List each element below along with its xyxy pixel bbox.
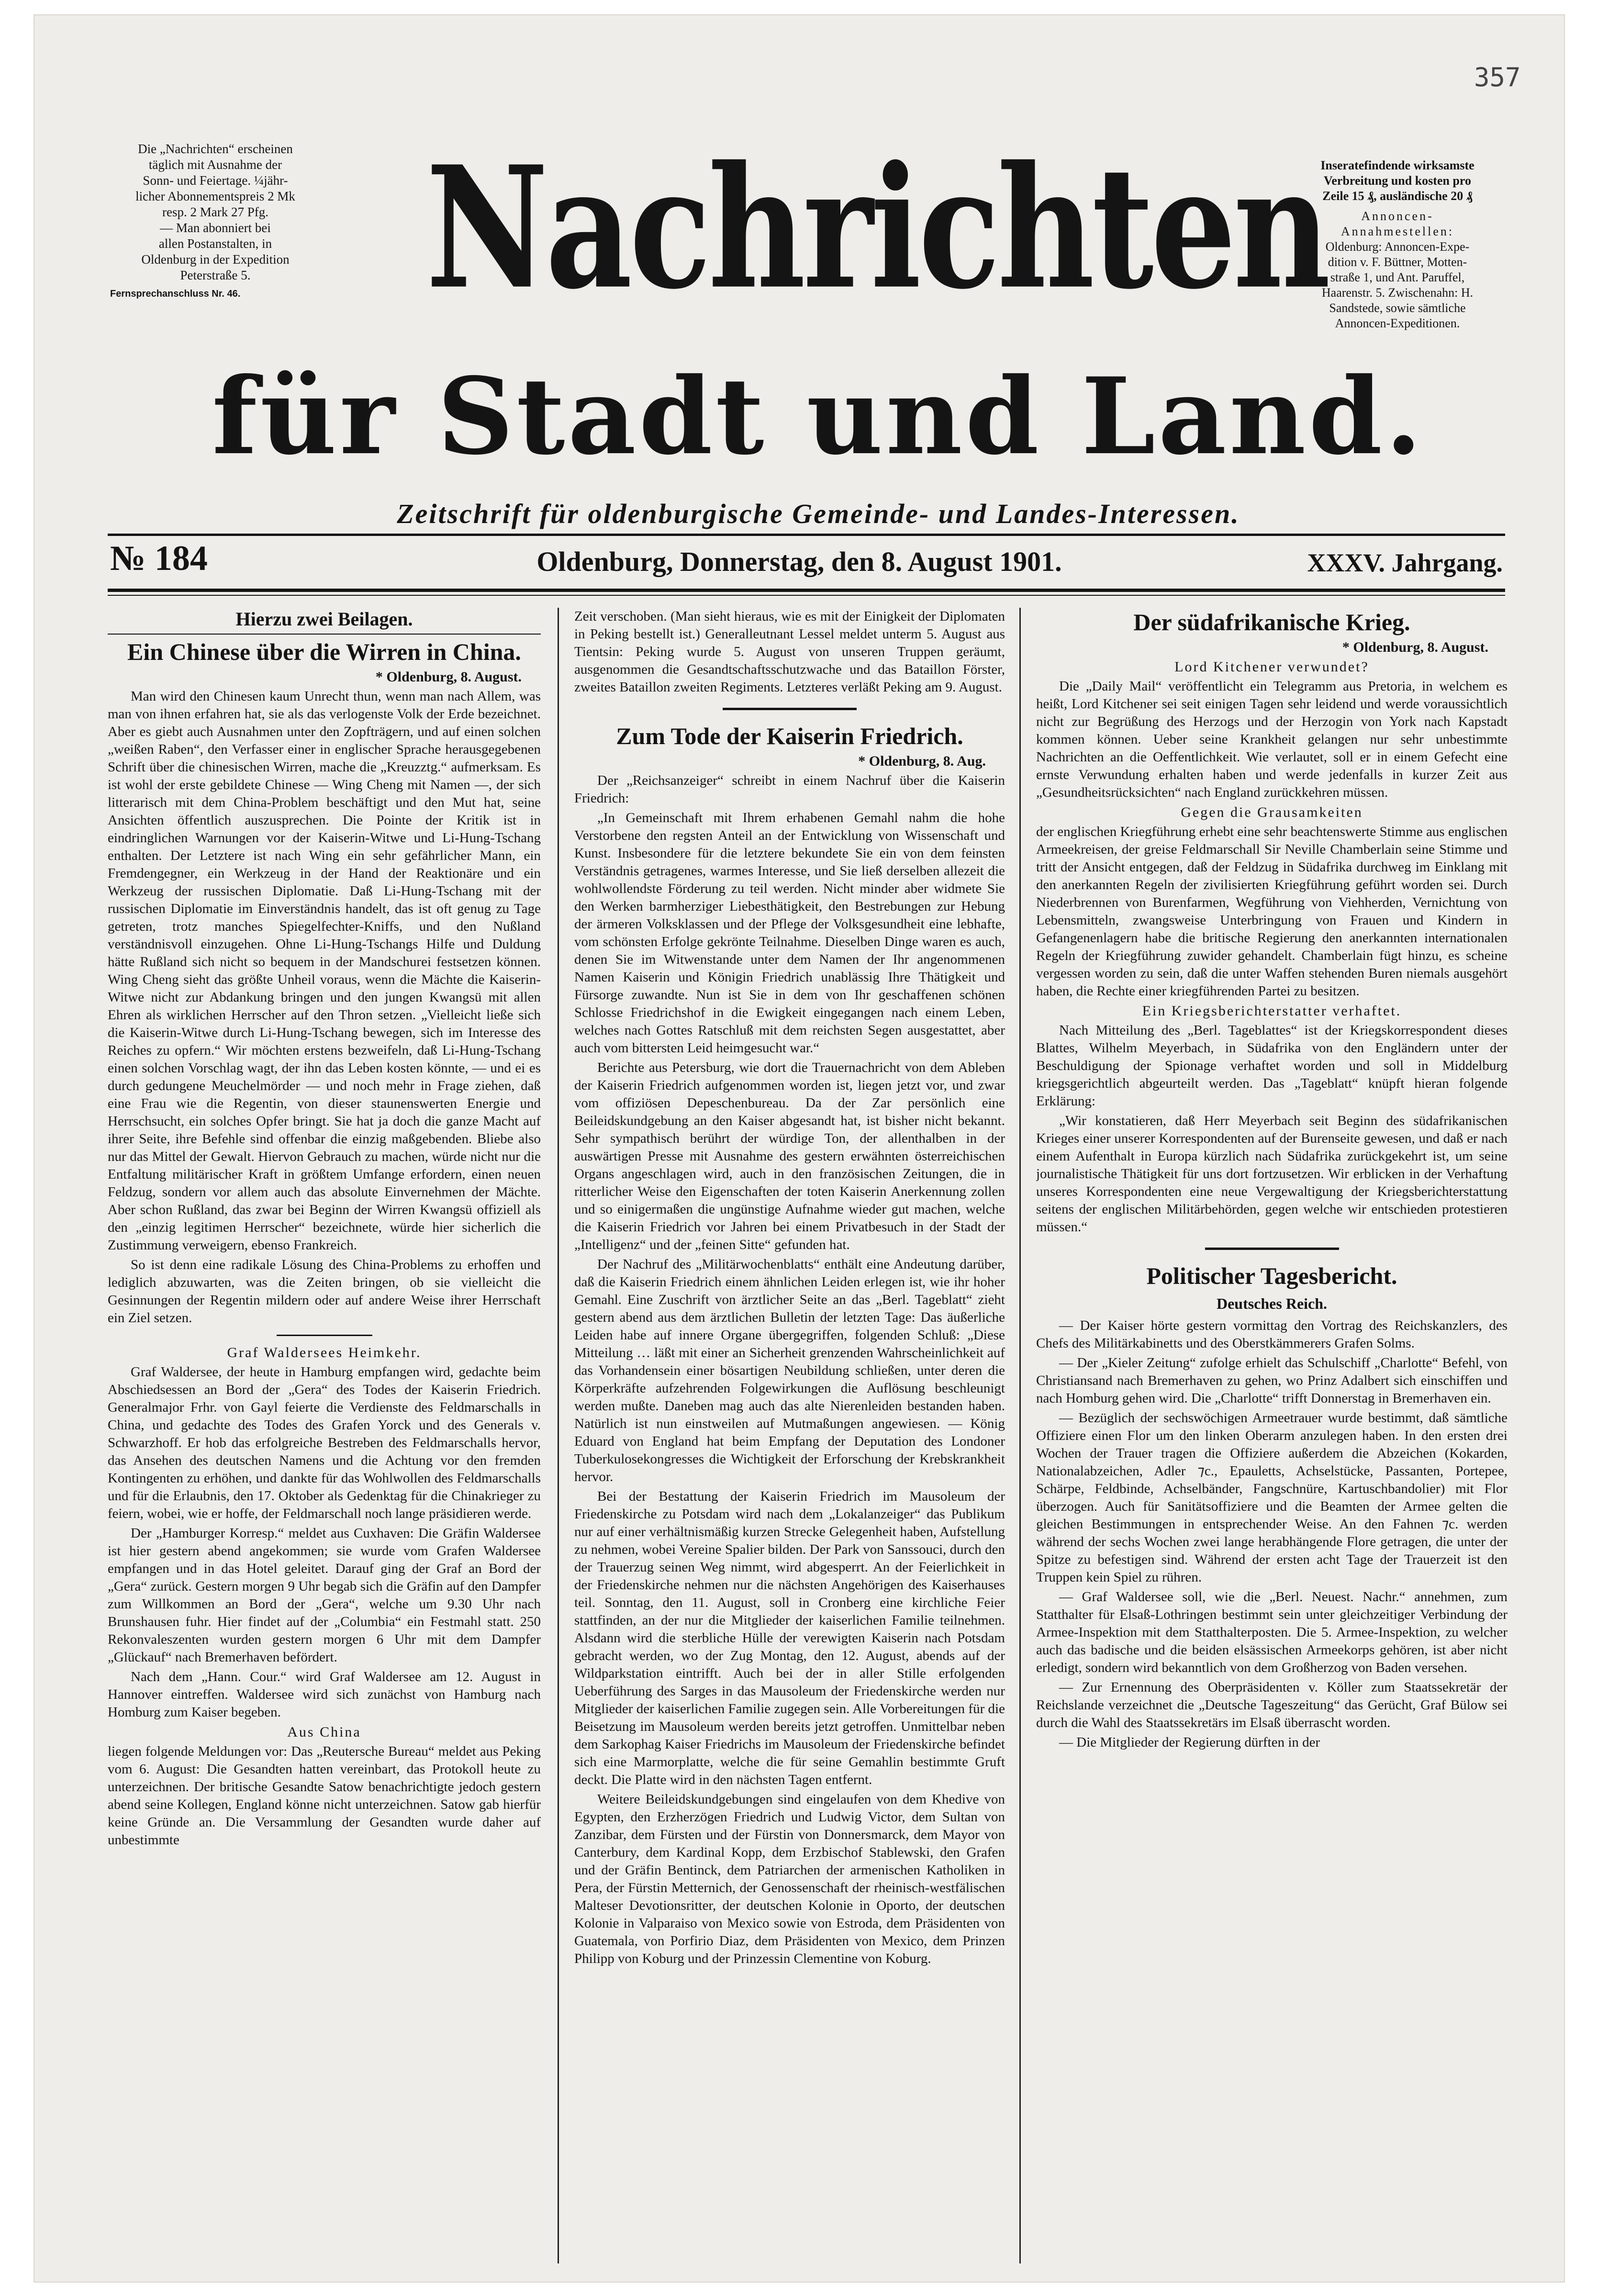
article-paragraph: liegen folgende Meldungen vor: Das „Reutersche Bureau“ meldet aus Peking vom 6. August: Die Gesandten hatten vereinbart, das Protokoll heute zu unterzeichnen. Der britische Gesandte Satow benachrichtigte jedoch gestern abend seine Kollegen, England könne nicht unterzeichnen. Satow gab hierfür keine Gründe an. Die Versammlung der Gesandten wurde daher auf unbestimmte — [108, 1744, 541, 1848]
issue-date: Oldenburg, Donnerstag, den 8. August 1901. — [536, 546, 1062, 577]
column-left — [108, 608, 541, 2273]
article-paragraph: — Graf Waldersee soll, wie die „Berl. Neuest. Nachr.“ annehmen, zum Statthalter für Elsaß-Lothringen bestimmt sein unter gleichzeitiger Verbindung der Armee-Inspektion mit dem Statthalterposten. Die 5. Armee-Inspektion, zu welcher auch das badische und die beiden elsässischen Armeekorps gehören, ist aber nicht erledigt, sondern wird bekanntlich von dem Großherzog von Baden versehen. — [1036, 1589, 1508, 1675]
article-paragraph: Nach Mitteilung des „Berl. Tageblattes“ ist der Kriegskorrespondent dieses Blattes, Wilhelm Meyerbach, in Südafrika von den Engländern unter der Beschuldigung der Spionage verhaftet worden und soll in Middelburg kriegsgerichtlich abgeurteilt werden. Das „Tageblatt“ knüpft hieran folgende Erklärung: — [1036, 1023, 1508, 1109]
article-paragraph: Der „Hamburger Korresp.“ meldet aus Cuxhaven: Die Gräfin Waldersee ist hier gestern abend angekommen; sie wurde vom Grafen Waldersee empfangen und in das Hotel geleitet. Darauf ging der Graf an Bord der „Gera“ zurück. Gestern morgen 9 Uhr begab sich die Gräfin auf den Dampfer zum Willkommen an Bord der „Gera“, welche um 9.30 Uhr nach Brunshausen fuhr. Hier findet auf der „Columbia“ ein Festmahl statt. 250 Rekonvaleszenten wurden gestern morgen 6 Uhr mit dem Dampfer „Glückauf“ nach Bremerhaven befördert. — [108, 1526, 541, 1665]
article-paragraph: Der „Reichsanzeiger“ schreibt in einem Nachruf über die Kaiserin Friedrich: — [574, 773, 1005, 806]
article-paragraph: der englischen Kriegführung erhebt eine sehr beachtenswerte Stimme aus englischen Armeekreisen, der greise Feldmarschall Sir Neville Chamberlain seine Stimme und tritt der Ansicht entgegen, daß der Feldzug in Südafrika durchweg im Einklang mit den anerkannten Regeln der zivilisierten Kriegführung geführt worden sei. Durch Niederbrennen von Burenfarmen, Wegführung von Viehherden, Vernichtung von Lebensmitteln, zwangsweise Unterbringung von Frauen und Kindern in Gefangenenlagern habe die britische Regierung den anerkannten internationalen Regeln der Kriegführung zuwider gehandelt. Chamberlain fügt hinzu, es scheine vergessen worden zu sein, daß die unter Waffen stehenden Buren niemals ausgehört haben, die Rechte einer kriegführenden Partei zu besitzen. — [1036, 824, 1508, 999]
article-paragraph: Weitere Beileidskundgebungen sind eingelaufen von dem Khedive von Egypten, den Erzherzögen Friedrich und Ludwig Victor, dem Sultan von Zanzibar, dem Fürsten und der Fürstin von Donnersmarck, dem Mayor von Canterbury, dem Kardinal Kopp, dem Erzbischof Stablewski, den Grafen und der Gräfin Bentinck, dem Patriarchen der armenischen Katholiken in Pera, der Fürstin Metternich, der Genossenschaft der rheinisch-westfälischen Malteser Devotionsritter, der deutschen Kolonie in Oporto, der deutschen Kolonie in Valparaiso von Mexico sowie von Estroda, dem Präsidenten von Guatemala, von Porfirio Diaz, dem Präsidenten von Mexico, dem Prinzen Philipp von Koburg und der Prinzessin Clementine von Koburg. — [574, 1792, 1005, 1966]
section-heading: Deutsches Reich. — [1216, 1295, 1328, 1312]
supplement-notice: Hierzu zwei Beilagen. — [235, 608, 413, 630]
article-paragraph: Nach dem „Hann. Cour.“ wird Graf Waldersee am 12. August in Hannover eintreffen. Waldersee wird sich zunächst von Hamburg nach Homburg zum Kaiser begeben. — [108, 1669, 541, 1720]
article-paragraph: Berichte aus Petersburg, wie dort die Trauernachricht von dem Ableben der Kaiserin Friedrich aufgenommen worden ist, liegen jetzt vor, und zwar vom offiziösen Depeschenbureau. Da der Zar persönlich eine Beileidskundgebung an den Kaiser abgesandt hat, ist bisher nicht bekannt. Sehr sympathisch berührt der würdige Ton, der allenthalben in der auswärtigen Presse mit Ausnahme des gestern erwähnten österreichischen Organs angeschlagen wird, auch in den französischen Zeitungen, die in ritterlicher Weise den Eigenschaften der toten Kaiserin Anerkennung zollen und so einigermaßen die ungünstige Aufnahme wieder gut machen, welche die Kaiserin Friedrich vor Jahren bei einem Privatbesuch in der Stadt der „Intelligenz“ und der „feinen Sitte“ gefunden hat. — [574, 1060, 1005, 1252]
subscription-info-box — [110, 141, 321, 302]
column-divider — [1019, 608, 1021, 2263]
masthead-rule-thin — [108, 595, 1505, 596]
article-subheading: Gegen die Grausamkeiten — [1181, 804, 1363, 820]
column-middle — [574, 608, 1005, 2273]
info-line: Die „Nachrichten“ erscheinen — [138, 142, 293, 156]
article-paragraph: So ist denn eine radikale Lösung des China-Problems zu erhoffen und lediglich abzuwarten, was die Zeiten bringen, ob sie vielleicht die Gesinnungen der Regentin mildern oder auf andere Weise ihrer Herrschaft ein Ziel setzen. — [108, 1257, 541, 1326]
info-line: Sonn- und Feiertage. ¼jähr- — [143, 173, 288, 188]
article-paragraph: „Wir konstatieren, daß Herr Meyerbach seit Beginn des südafrikanischen Krieges einer unserer Korrespondenten auf der Burenseite gewesen, und daß er nach einem Aufenthalt in Europa kürzlich nach Südafrika zurückgekehrt ist, um seine journalistische Thätigkeit für uns dort fortzusetzen. Wir erblicken in der Verhaftung unseres Korrespondenten eine neue Vergewaltigung der Kriegsberichterstattung seitens der englischen Militärbehörden, gegen welche wir entschieden protestieren müssen.“ — [1036, 1113, 1508, 1235]
article-dateline: * Oldenburg, 8. August. — [375, 669, 522, 685]
info-line: allen Postanstalten, in — [158, 236, 272, 251]
info-line: Inseratefindende wirksamste — [1320, 158, 1474, 172]
article-headline: Ein Chinese über die Wirren in China. — [127, 638, 521, 665]
masthead-subtitle: Zeitschrift für oldenburgische Gemeinde- und Landes-Interessen. — [397, 498, 1240, 529]
article-subheading: Lord Kitchener verwundet? — [1174, 659, 1369, 675]
info-line: Haarenstr. 5. Zwischenahn: H. — [1321, 286, 1474, 300]
masthead-rule-bottom — [108, 589, 1505, 592]
carryover-paragraph: Zeit verschoben. (Man sieht hieraus, wie es mit der Einigkeit der Diplomaten in Peking bestellt ist.) Generalleutnant Lessel meldet unterm 5. August aus Tientsin: Peking wurde 5. August von unseren Truppen geräumt, ausgenommen die Gesandtschaftsschutzwache und das Bataillon Förster, zweites Bataillon zweiten Regiments. Letzteres verläßt Peking am 9. August. — [574, 609, 1005, 695]
info-line: straße 1, und Ant. Paruffel, — [1330, 270, 1465, 284]
article-paragraph: Der Nachruf des „Militärwochenblatts“ enthält eine Andeutung darüber, daß die Kaiserin Friedrich einem ähnlichen Leiden erlegen ist, wie ihr hoher Gemahl. Eine Zuschrift von ärztlicher Seite an das „Berl. Tageblatt“ zieht gestern abend aus dem ärztlichen Bulletin der letzten Tage: Das äußerliche Leiden habe auf innere Organe übergegriffen, folgenden Schluß: „Diese Mitteilung … läßt mit einer an Sicherheit grenzenden Wahrscheinlichkeit auf das Vorhandensein einer bösartigen Neubildung schließen, unter deren die Körperkräfte aufzehrenden Folgewirkungen die Auflösung beschleunigt werden mußte. Daneben mag auch das alte Nierenleiden bestanden haben. Natürlich ist nun einstweilen auf Mutmaßungen angewiesen. — König Eduard von England hat beim Empfang der Deputation des Londoner Tuberkulosekongresses die Wichtigkeit der Erforschung der Krebskrankheit hervor. — [574, 1257, 1005, 1484]
separator — [277, 1335, 372, 1336]
article-dateline: * Oldenburg, 8. August. — [1342, 639, 1488, 655]
issue-number: № 184 — [110, 539, 208, 578]
article-heading: Graf Waldersees Heimkehr. — [227, 1345, 422, 1360]
info-line: Verbreitung und kosten pro — [1324, 174, 1471, 188]
info-line: licher Abonnementspreis 2 Mk — [135, 189, 295, 203]
article-paragraph: Man wird den Chinesen kaum Unrecht thun, wenn man nach Allem, was man von ihnen erfahren hat, sie als das verlogenste Volk der Erde bezeichnet. Aber es giebt auch Ausnahmen unter den Zopfträgern, und auf einen solchen „weißen Raben“, den Verfasser einer in englischer Sprache herausgegebenen Schrift über die chinesischen Wirren, mache die „Kreuzztg.“ aufmerksam. Es ist wohl der erste gebildete Chinese — Wing Cheng mit Namen —, der sich litterarisch mit dem China-Problem beschäftigt und den Mut hat, seine Ansichten öffentlich auszusprechen. Die Pointe der Kritik ist in eindringlichen Warnungen vor der Kaiserin-Witwe und Li-Hung-Tschang enthalten. Der Letztere ist nach Wing ein sehr gefährlicher Mann, ein Fremdengegner, ein Werkzeug in der Hand der Reaktionäre und ein Werkzeug der russischen Diplomatie. Daß Li-Hung-Tschang mit der russischen Diplomatie im Einverständnis handelt, das ist oft genug zu Tage getreten, trotz manches Spiegelfechter-Kniffs, und den Nußland verständnisvoll einzugehen. Ohne Li-Hung-Tschangs Hilfe und Duldung hätte Rußland sich nicht so bequem in der Mandschurei festsetzen können. Wing Cheng sieht das größte Unheil voraus, wenn die Mächte die Kaiserin-Witwe nicht zur Abdankung bringen und den jungen Kwangsü mit allen Ehren als wirklichen Herrscher auf den Thron setzen. „Vielleicht ließe sich die Kaiserin-Witwe durch Li-Hung-Tschang bewegen, sich im Interesse des Reiches zu opfern.“ Wir möchten erstens bezweifeln, daß Li-Hung-Tschang einen solchen Vorschlag wagt, der ihn das Leben kosten könnte, — und ei es durch gedungene Meuchelmörder — und noch mehr in Frage ziehen, daß eine Frau wie die Regentin, von dieser staunenswerten Energie und Herrschsucht, ein solches Opfer bringt. Sie hat ja doch die ganze Macht auf ihrer Seite, ihre Befehle sind offenbar die einzig maßgebenden. Bliebe also nur das Mittel der Gewalt. Hiervon Gebrauch zu machen, würde nicht nur die Entfaltung militärischer Kraft in größtem Umfange erfordern, einen neuen Feldzug, sondern vor allem auch das absolute Einvernehmen der Mächte. Aber schon Rußland, das zwar bei Beginn der Wirren Kwangsü offiziell als den „einzig legitimen Herrscher“ bezeichnete, würde hier sicherlich die Zustimmung verweigern, ebenso Frankreich. — [108, 689, 541, 1253]
article-paragraph: Die „Daily Mail“ veröffentlicht ein Telegramm aus Pretoria, in welchem es heißt, Lord Kitchener sei seit einigen Tagen sehr leidend und werde voraussichtlich nicht zur Begrüßung des Herzogs und der Herzogin von York nach Kapstadt kommen können. Ueber seine Krankheit gelangen nur sehr unbestimmte Nachrichten an die Oeffentlichkeit. Wie verlautet, soll er in einem Gefecht eine ernste Verwundung erhalten haben und werde jedenfalls in kurzer Zeit aus „Gesundheitsrücksichten“ nach England zurückkehren müssen. — [1036, 679, 1508, 800]
separator — [723, 708, 857, 710]
article-paragraph: — Der „Kieler Zeitung“ zufolge erhielt das Schulschiff „Charlotte“ Befehl, von Christiansand nach Bremerhaven zu gehen, wo Prinz Adalbert sich einschiffen und nach Homburg gehen wird. Die „Charlotte“ trifft Donnerstag in Bremerhaven ein. — [1036, 1355, 1508, 1406]
column-divider — [558, 608, 559, 2263]
newspaper-page — [34, 14, 1565, 2283]
masthead-rule-top — [108, 534, 1505, 536]
article-headline: Der südafrikanische Krieg. — [1133, 609, 1410, 635]
info-line: Oldenburg: Annoncen-Expe- — [1325, 240, 1470, 254]
info-line: Annoncen-Expeditionen. — [1335, 316, 1460, 330]
info-line: Sandstede, sowie sämtliche — [1329, 301, 1466, 315]
article-subheading: Ein Kriegsberichterstatter verhaftet. — [1142, 1003, 1402, 1019]
article-paragraph: Bei der Bestattung der Kaiserin Friedrich im Mausoleum der Friedenskirche zu Potsdam wird nach dem „Lokalanzeiger“ das Publikum nur auf einer verhältnismäßig kurzen Strecke Gelegenheit haben, Aufstellung zu nehmen, wobei Vereine Spalier bilden. Der Park von Sanssouci, durch den der Trauerzug seinen Weg nimmt, wird abgesperrt. An der Feierlichkeit in der Friedenskirche nehmen nur die nächsten Angehörigen des Kaiserhauses teil. Sonntag, den 11. August, soll in Cronberg eine kirchliche Feier stattfinden, an der nur die Mitglieder der kaiserlichen Familie teilnehmen. Alsdann wird die sterbliche Hülle der verewigten Kaiserin nach Potsdam gebracht werden, wo der Zug Montag, den 12. August, abends auf der Wildparkstation eintrifft. Auch bei der in aller Stille erfolgenden Ueberführung des Sarges in das Mausoleum der Friedenskirche werden nur Mitglieder der kaiserlichen Familie zugegen sein. Alle Vorbereitungen für die Beisetzung im Mausoleum werden bereits jetzt getroffen. Unmittelbar neben dem Sarkophag Kaiser Friedrichs im Mausoleum der Friedenskirche befindet sich eine Marmorplatte, welche die für seine Gemahlin bestimmte Gruft deckt. Die Platte wird in den nächsten Tagen entfernt. — [574, 1489, 1005, 1787]
info-line: resp. 2 Mark 27 Pfg. — [162, 205, 268, 219]
masthead-title: Nachrichten — [426, 130, 1328, 327]
info-line: Oldenburg in der Expedition — [141, 252, 290, 267]
info-line: Zeile 15 ₰, ausländische 20 ₰ — [1322, 189, 1473, 203]
article-headline: Zum Tode der Kaiserin Friedrich. — [616, 723, 963, 749]
separator — [108, 634, 541, 635]
column-right — [1036, 608, 1508, 2273]
info-line: täglich mit Ausnahme der — [148, 157, 282, 172]
info-line: Annoncen- — [1361, 209, 1434, 223]
page-number: 357 — [1474, 62, 1521, 92]
article-headline: Politischer Tagesbericht. — [1146, 1262, 1397, 1289]
article-paragraph: — Die Mitglieder der Regierung dürften in der — [1059, 1735, 1320, 1750]
article-heading: Aus China — [287, 1724, 361, 1740]
article-paragraph: „In Gemeinschaft mit Ihrem erhabenen Gemahl nahm die hohe Verstorbene den regsten Anteil an der Entwicklung von Wissenschaft und Kunst. Insbesondere für die letztere bekundete Sie ein von dem feinsten Verständnis getragenes, warmes Interesse, und Sie ließ derselben allezeit die wohlwollendste Förderung zu teil werden. Nicht minder aber widmete Sie den Werken barmherziger Liebesthätigkeit, den Bestrebungen zur Hebung der ärmeren Volksklassen und der Pflege der Volksgesundheit eine lebhafte, vom schönsten Erfolge gekrönte Teilnahme. Dieselben Dinge waren es auch, denen Sie im Witwenstande unter dem Namen der Ihr angenommenen Namen Kaiserin und Königin Friedrich unablässig Ihre Thätigkeit und Fürsorge zuwandte. Nun ist Sie in dem von Ihr geschaffenen schönen Schlosse Friedrichshof in die Ewigkeit eingegangen nach einem Leben, welches nach Gottes Ratschluß mit dem reichsten Segen ausgestattet, aber auch vom bittersten Leid heimgesucht war.“ — [574, 810, 1005, 1056]
article-paragraph: Graf Waldersee, der heute in Hamburg empfangen wird, gedachte beim Abschiedsessen an Bord der „Gera“ des Todes der Kaiserin Friedrich. Generalmajor Frhr. von Gayl feierte die Verdienste des Feldmarschalls in China, und gedachte des Todes des Grafen Yorck und des Generals v. Schwarzhoff. Er hob das erfolgreiche Bestreben des Feldmarschalls hervor, das Ansehen des deutschen Namens und die Achtung vor den fremden Kontingenten zu erhöhen, und dankte für das Wohlwollen des Feldmarschalls und für die Erlaubnis, den 17. Oktober als Gedenktag für die Chinakrieger zu feiern, wobei, wie er hoffe, der Feldmarschall noch lange präsidieren werde. — [108, 1364, 541, 1521]
info-line: — Man abonniert bei — [160, 221, 271, 235]
article-paragraph: — Bezüglich der sechswöchigen Armeetrauer wurde bestimmt, daß sämtliche Offiziere einen Flor um den linken Oberarm anzulegen haben. In den ersten drei Wochen der Trauer tragen die Offiziere außerdem die Abzeichen (Kokarden, Nationalabzeichen, Adler ⁊c., Epauletts, Achselstücke, Passanten, Portepee, Schärpe, Feldbinde, Achselbänder, Fangschnüre, Kartuschbandolier) mit Flor überzogen. Auch für Sanitätsoffiziere und die Beamten der Armee gelten die gleichen Bestimmungen in entsprechender Weise. An den Fahnen ⁊c. werden während der sechs Wochen zwei lange herabhängende Flore getragen, die unter der Spitze zu befestigen sind. Während der ersten acht Tage der Trauerzeit ist den Truppen kein Spiel zu rühren. — [1036, 1410, 1508, 1585]
article-paragraph: — Der Kaiser hörte gestern vormittag den Vortrag des Reichskanzlers, des Chefs des Militärkabinetts und des Oberstkämmerers Grafen Solms. — [1036, 1318, 1508, 1351]
info-line: Annahmestellen: — [1340, 224, 1454, 238]
article-paragraph: — Zur Ernennung des Oberpräsidenten v. Köller zum Staatssekretär der Reichslande verzeichnet die „Deutsche Tageszeitung“ das Gerücht, Graf Bülow sei durch die Wahl des Staatssekretärs im Elsaß überrascht worden. — [1036, 1680, 1508, 1730]
info-line: Peterstraße 5. — [180, 268, 251, 282]
separator — [1205, 1248, 1339, 1250]
masthead-title-line2: für Stadt und Land. — [212, 354, 1425, 478]
phone-number: Fernsprechanschluss Nr. 46. — [110, 289, 241, 299]
article-dateline: * Oldenburg, 8. Aug. — [858, 753, 986, 769]
info-line: dition v. F. Büttner, Motten- — [1328, 255, 1467, 269]
volume-year: XXXV. Jahrgang. — [1307, 548, 1503, 577]
